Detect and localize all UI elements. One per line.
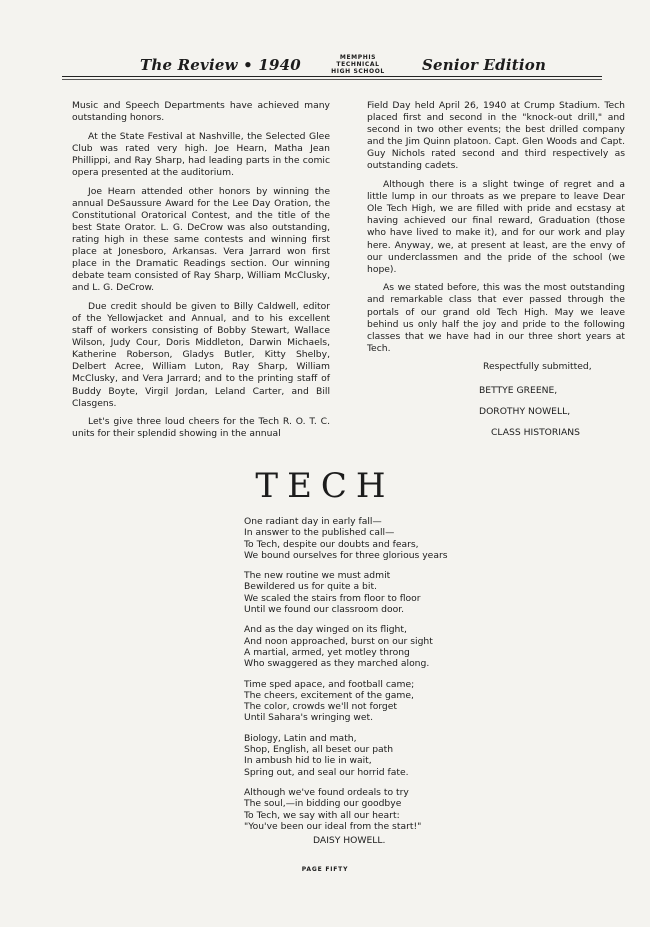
paragraph: Due credit should be given to Billy Caldwell, editor of the Yellowjacket and Annual, and to his excellent staff of workers consisting of Bobby Stewart, Wallace Wilson, Judy Cour, Doris Middleton, Darwin Michaels, Katherine Roberson, Gladys Butler, Kitty Shelby, Delbert Acree, William Luton, Ray Sharp, William McClusky, and Vera Jarrard; and to the printing staff of Buddy Boyte, Virgil Jordan, Leland Carter, and Bill Clasgens. xyxy=(72,300,330,409)
poem-stanza xyxy=(244,679,448,724)
poem-title: TECH xyxy=(255,466,395,506)
header-school-name xyxy=(327,54,389,75)
signoff-intro: Respectfully submitted, xyxy=(483,361,592,373)
poem-stanza xyxy=(244,516,448,561)
signoff-role: CLASS HISTORIANS xyxy=(491,427,580,439)
paragraph: At the State Festival at Nashville, the Selected Glee Club was rated very high. Joe Hearn, Matha Jean Phillippi, and Ray Sharp, had leading parts in the comic opera presented at the auditorium. xyxy=(72,130,330,178)
poem-line: We scaled the stairs from floor to floor xyxy=(244,592,421,604)
paragraph: Let's give three loud cheers for the Tech R. O. T. C. units for their splendid showing in the annual xyxy=(72,416,330,440)
paragraph: Field Day held April 26, 1940 at Crump Stadium. Tech placed first and second in the "knock-out drill," and second in two other events; the best drilled company and the Jim Quinn platoon. Capt. Glen Woods and Capt. Guy Nichols rated second and third respectively as outstanding cadets. xyxy=(367,100,625,172)
poem xyxy=(244,516,448,841)
header-edition: Senior Edition xyxy=(422,56,547,74)
paragraph: Joe Hearn attended other honors by winning the annual DeSaussure Award for the Lee Day Oration, the Constitutional Oratorical Contest, and the title of the best State Orator. L. G. DeCrow was also outstanding, rating high in these same contests and winning first place at Jonesboro, Arkansas. Vera Jarrard won first place in the Dramatic Readings section. Our winning debate team consisted of Ray Sharp, William McClusky, and L. G. DeCrow. xyxy=(72,185,330,294)
poem-line: Until Sahara's wringing wet. xyxy=(244,712,374,724)
signoff xyxy=(367,361,625,439)
poem-line: "You've been our ideal from the start!" xyxy=(244,820,422,832)
poem-line: Shop, English, all beset our path xyxy=(244,744,394,756)
paragraph: As we stated before, this was the most outstanding and remarkable class that ever passed through the portals of our grand old Tech High. May we leave behind us only half the joy and pride to the following classes that we have had in our three short years at Tech. xyxy=(367,282,625,354)
poem-line: The cheers, excitement of the game, xyxy=(244,689,414,701)
poem-line: The soul,—in bidding our goodbye xyxy=(244,798,402,810)
poem-line: And noon approached, burst on our sight xyxy=(244,635,433,647)
page-header xyxy=(62,54,602,80)
poem-line: We bound ourselves for three glorious years xyxy=(244,549,448,561)
paragraph: Although there is a slight twinge of regret and a little lump in our throats as we prepare to leave Dear Ole Tech High, we are filled with pride and ecstasy at having achieved our final reward, Graduation (those who have lived to make it), and for our work and play here. Anyway, we, at present at least, are the envy of our underclassmen and the pride of the school (we hope). xyxy=(367,179,625,275)
paragraph: Music and Speech Departments have achieved many outstanding honors. xyxy=(72,100,330,124)
poem-line: Time sped apace, and football came; xyxy=(244,678,415,690)
poem-line: Biology, Latin and math, xyxy=(244,732,357,744)
poem-line: Until we found our classroom door. xyxy=(244,604,405,616)
poem-line: Although we've found ordeals to try xyxy=(244,786,409,798)
header-school-line: HIGH SCHOOL xyxy=(331,68,385,75)
poem-line: In answer to the published call— xyxy=(244,527,395,539)
poem-stanza xyxy=(244,787,448,832)
poem-line: In ambush hid to lie in wait, xyxy=(244,755,372,767)
page-number: PAGE FIFTY xyxy=(301,866,349,873)
poem-line: A martial, armed, yet motley throng xyxy=(244,646,410,658)
poem-author: DAISY HOWELL. xyxy=(313,835,386,846)
header-rule xyxy=(62,76,602,77)
signoff-name: BETTYE GREENE, xyxy=(479,385,558,397)
header-school-line: TECHNICAL xyxy=(336,61,380,68)
poem-line: The new routine we must admit xyxy=(244,570,391,582)
header-rule-thin xyxy=(62,79,602,80)
poem-line: One radiant day in early fall— xyxy=(244,516,382,527)
right-column xyxy=(367,100,625,448)
poem-stanza xyxy=(244,624,448,669)
poem-line: To Tech, despite our doubts and fears, xyxy=(244,538,419,550)
header-title: The Review • 1940 xyxy=(140,56,301,74)
header-school-line: MEMPHIS xyxy=(339,54,377,61)
poem-stanza xyxy=(244,733,448,778)
poem-line: Spring out, and seal our horrid fate. xyxy=(244,766,409,778)
poem-line: The color, crowds we'll not forget xyxy=(244,701,398,713)
poem-line: And as the day winged on its flight, xyxy=(244,624,407,636)
poem-line: Bewildered us for quite a bit. xyxy=(244,581,377,593)
poem-line: Who swaggered as they marched along. xyxy=(244,658,430,670)
left-column xyxy=(72,100,330,447)
poem-line: To Tech, we say with all our heart: xyxy=(244,809,400,821)
signoff-name: DOROTHY NOWELL, xyxy=(479,406,571,418)
poem-stanza xyxy=(244,570,448,615)
